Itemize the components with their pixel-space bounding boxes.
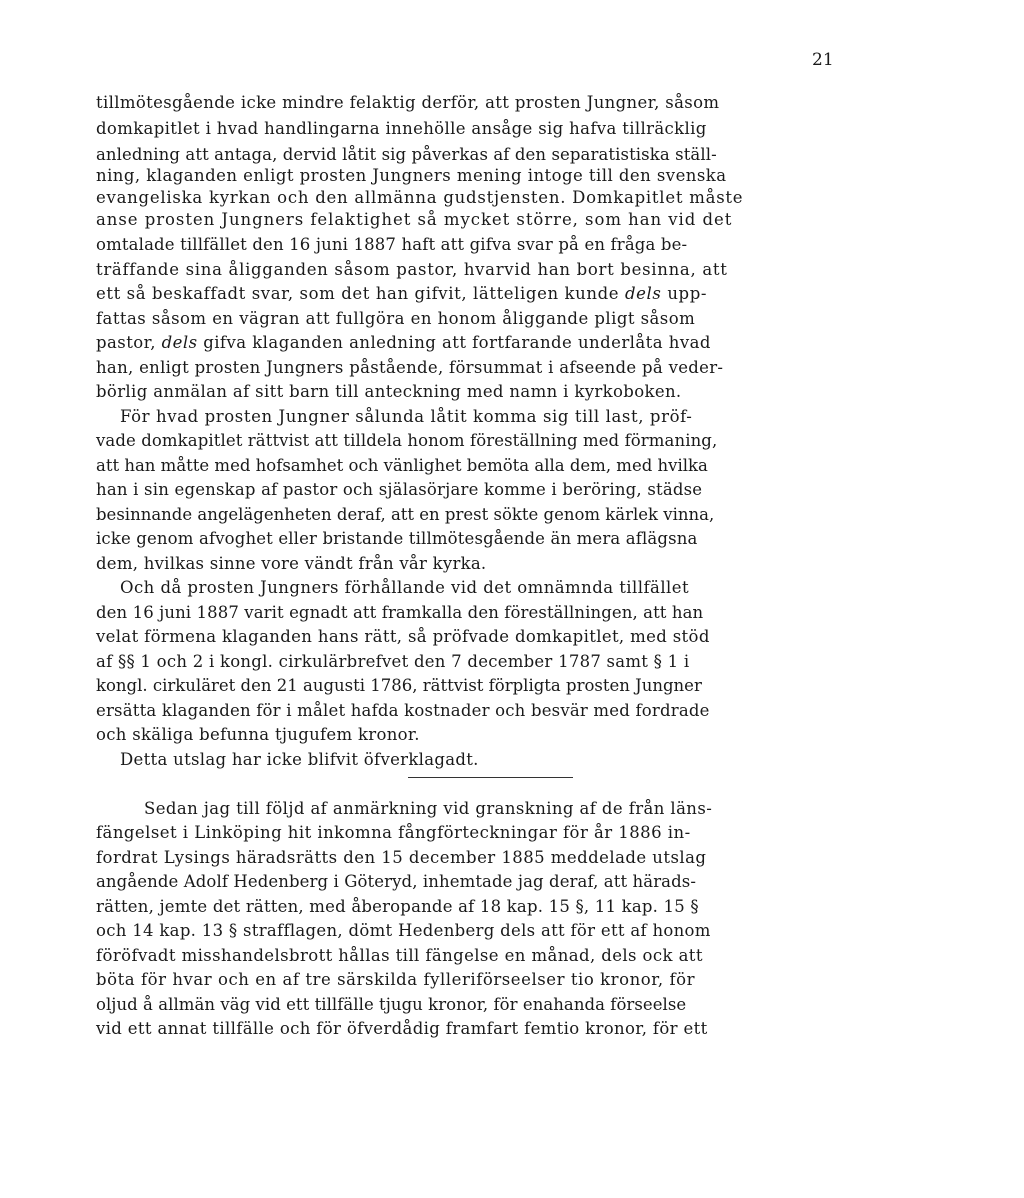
text-line: fordrat Lysings häradsrätts den 15 december 1885 meddelade utslag	[96, 848, 707, 867]
text-line	[96, 284, 707, 304]
text-line: rätten, jemte det rätten, med åberopande af 18 kap. 15 §, 11 kap. 15 §	[96, 897, 699, 916]
italic-word: dels	[161, 333, 198, 352]
text-line: domkapitlet i hvad handlingarna innehölle ansåge sig hafva tillräcklig	[96, 119, 707, 138]
text-segment: gifva klaganden anledning att fortfarande underlåta hvad	[203, 333, 711, 352]
text-line: Detta utslag har icke blifvit öfverklagadt.	[120, 750, 479, 769]
text-line: och skäliga befunna tjugufem kronor.	[96, 725, 420, 744]
text-segment: ett så beskaffadt svar, som det han gifvit, lätteligen kunde	[96, 284, 620, 303]
text-line: angående Adolf Hedenberg i Göteryd, inhemtade jag deraf, att härads-	[96, 872, 697, 891]
text-line: besinnande angelägenheten deraf, att en prest sökte genom kärlek vinna,	[96, 505, 715, 524]
italic-word: dels	[624, 284, 662, 303]
text-line	[96, 333, 711, 353]
text-line: börlig anmälan af sitt barn till anteckning med namn i kyrkoboken.	[96, 382, 682, 401]
text-line: ersätta klaganden för i målet hafda kostnader och besvär med fordrade	[96, 701, 710, 720]
text-line: tillmötesgående icke mindre felaktig derför, att prosten Jungner, såsom	[96, 93, 720, 112]
text-line: anledning att antaga, dervid låtit sig påverkas af den separatistiska ställ-	[96, 145, 717, 164]
text-line: omtalade tillfället den 16 juni 1887 haft att gifva svar på en fråga be-	[96, 235, 688, 254]
text-line: icke genom afvoghet eller bristande tillmötesgående än mera aflägsna	[96, 529, 698, 548]
text-line: föröfvadt misshandelsbrott hållas till fängelse en månad, dels ock att	[96, 946, 703, 965]
text-segment: upp-	[667, 284, 708, 303]
text-line: fattas såsom en vägran att fullgöra en honom åliggande pligt såsom	[96, 309, 696, 328]
text-line: af §§ 1 och 2 i kongl. cirkulärbrefvet den 7 december 1787 samt § 1 i	[96, 652, 690, 671]
text-line: ning, klaganden enligt prosten Jungners mening intoge till den svenska	[96, 166, 727, 185]
text-line: vade domkapitlet rättvist att tilldela honom föreställning med förmaning,	[96, 431, 718, 450]
text-line: vid ett annat tillfälle och för öfverdådig framfart femtio kronor, för ett	[96, 1019, 708, 1038]
text-line: att han måtte med hofsamhet och vänlighet bemöta alla dem, med hvilka	[96, 456, 708, 475]
text-line: velat förmena klaganden hans rätt, så pröfvade domkapitlet, med stöd	[96, 627, 710, 646]
text-line: han, enligt prosten Jungners påstående, försummat i afseende på veder-	[96, 358, 724, 377]
page-number: 21	[812, 50, 834, 70]
text-line: dem, hvilkas sinne vore vändt från vår kyrka.	[96, 554, 487, 573]
text-line: oljud å allmän väg vid ett tillfälle tjugu kronor, för enahanda förseelse	[96, 995, 687, 1014]
text-line: och 14 kap. 13 § strafflagen, dömt Hedenberg dels att för ett af honom	[96, 921, 711, 940]
text-line: han i sin egenskap af pastor och själasörjare komme i beröring, städse	[96, 480, 703, 499]
text-line: anse prosten Jungners felaktighet så mycket större, som han vid det	[96, 210, 733, 229]
text-line: böta för hvar och en af tre särskilda fylleriförseelser tio kronor, för	[96, 970, 696, 989]
text-line: evangeliska kyrkan och den allmänna gudstjensten. Domkapitlet måste	[96, 188, 744, 207]
text-line: För hvad prosten Jungner sålunda låtit komma sig till last, pröf-	[120, 407, 693, 426]
text-segment: pastor,	[96, 333, 156, 352]
text-line: Och då prosten Jungners förhållande vid det omnämnda tillfället	[120, 578, 690, 597]
text-line: kongl. cirkuläret den 21 augusti 1786, rättvist förpligta prosten Jungner	[96, 676, 702, 695]
text-line: den 16 juni 1887 varit egnadt att framkalla den föreställningen, att han	[96, 603, 704, 622]
section-divider	[408, 777, 573, 778]
text-line: Sedan jag till följd af anmärkning vid granskning af de från läns-	[144, 799, 713, 818]
text-line: träffande sina åligganden såsom pastor, hvarvid han bort besinna, att	[96, 260, 728, 279]
text-line: fängelset i Linköping hit inkomna fångförteckningar för år 1886 in-	[96, 823, 691, 842]
